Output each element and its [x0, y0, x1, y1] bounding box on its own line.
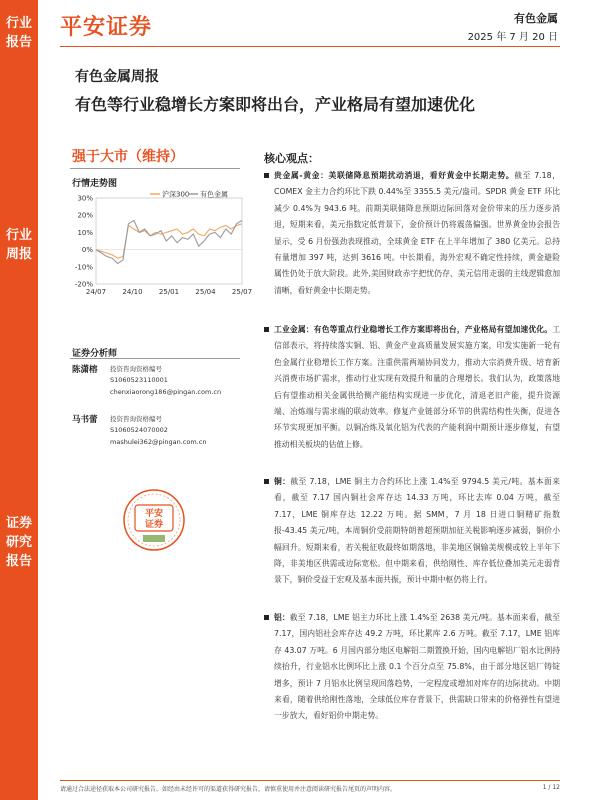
bullet-icon	[264, 615, 269, 620]
side-band	[0, 0, 38, 800]
x-tick-label: 25/04	[195, 288, 216, 296]
chart-plot-frame	[96, 198, 242, 284]
side-label-industry-report: 行业 报告	[5, 16, 32, 50]
y-tick-label: 0%	[81, 246, 93, 255]
legend-label: 有色金属	[200, 190, 228, 199]
y-tick-label: -20%	[74, 280, 93, 289]
key-point-lead: 贵金属-黄金：美联储降息预期扰动消退，看好黄金中长期走势。	[274, 171, 515, 180]
series-line-csi300	[96, 224, 242, 258]
key-points-title: 核心观点：	[264, 152, 319, 165]
analyst-license-number: S1060523110001	[110, 376, 168, 384]
brand-logo: 平安证券	[60, 15, 153, 40]
analyst-license-label: 投资咨询资格编号	[110, 415, 162, 423]
analyst-divider	[70, 358, 240, 359]
analyst-email[interactable]: chenxiaorong186@pingan.com.cn	[110, 388, 222, 396]
y-tick-label: 30%	[77, 194, 93, 203]
x-tick-label: 24/10	[122, 288, 143, 296]
analyst-card	[72, 413, 247, 453]
footer-divider	[60, 780, 560, 781]
report-main-title: 有色等行业稳增长方案即将出台，产业格局有望加速优化	[75, 95, 476, 114]
rating-divider	[70, 168, 240, 169]
header-date: 2025 年 7 月 20 日	[467, 32, 558, 43]
key-point-text: 截至 7.18，COMEX 金主力合约环比下跌 0.44%至 3355.5 美元/盎司。SPDR 黄金 ETF 环比减少 0.4%为 943.6 吨。前期美联储降息预期边际回落对金价带来的压力逐步消退，短期来看，美元指数定低背景下，金价预计仍将震荡偏强。世界黄金协会报告显示，受 6 月份强劲表现推动，全球黄金 ETF 在上半年增加了 380 亿美元。总持有量增加 397 吨，达到 3616 吨。中长期看，海外宏观不确定性持续，黄金避险属性仍处于放大阶段。此外,美国财政赤字把忧仍存、美元信用走弱的主线逻辑愈加清晰，看好黄金中长期走势。	[274, 171, 561, 295]
analyst-card	[72, 363, 247, 403]
x-tick-label: 24/07	[85, 288, 107, 296]
key-point-lead: 铜：	[274, 477, 291, 486]
side-label-securities-research: 证券 研究 报告	[5, 516, 32, 569]
svg-text:证券: 证券	[144, 520, 164, 530]
key-point-lead: 工业金属：有色等重点行业稳增长工作方案即将出台，产业格局有望加速优化。	[274, 325, 553, 334]
analyst-heading: 证券分析师	[72, 349, 118, 359]
footer-disclaimer: 请通过合法途径获取本公司研究报告，如经由未经许可的渠道获得研究报告，请慎重使用并注意阅读研究报告尾页的声明内容。	[60, 786, 397, 793]
key-point-text: 截至 7.18，LME 铜主力合约环比上涨 1.4%至 9794.5 美元/吨。基本面来看，截至 7.17 国内铜社会库存达 14.33 万吨，环比去库 0.04 万吨，截至 7.17，LME 铜库存达 12.22 万吨。据 SMM，7 月 18 日进口铜精矿指数报-43.45 美元/吨，本周铜价受前期特朗普超预期加征关税影响逐步减弱，铜价小幅回升。短期来看，若关税征收最终如期落地，非美地区铜输美规模或较上半年下降，非美地区供需或边际宽松。但中期来看，供给刚性、库存低位叠加美元走弱背景下，铜价受益于宏观及基本面共振，预计中期中枢仍将上行。	[274, 477, 560, 585]
page-number: 1 / 12	[542, 784, 560, 791]
x-tick-label: 25/07	[231, 288, 253, 296]
key-point-copper	[264, 474, 560, 589]
legend-label: 沪深300	[162, 190, 190, 199]
y-tick-label: 20%	[77, 211, 93, 220]
header-category: 有色金属	[514, 12, 558, 25]
key-point-industrial-metals	[264, 322, 560, 453]
svg-text:平安: 平安	[144, 509, 164, 519]
side-label-industry-weekly: 行业 周报	[5, 228, 32, 262]
key-point-text: 工信部表示，将持续落实铜、铝、黄金产业高质量发展实施方案，印发实施新一轮有色金属行业稳增长工作方案。注重供需两端协同发力，推动大宗消费升级、培育新兴消费市场扩需求，推动行业实现有效提升和量的合理增长。我们认为，政策落地后有望推动相关金属供给侧产能结构实现进一步优化，清退老旧产能，提升资源端、冶炼端与需求端的联动效率。修复产业链部分环节的供需结构性失衡，促进各环节实现更加平衡。以铜冶炼及氧化铝为代表的产能利润中期预计逐步修复，有望推动相关板块的估值上修。	[274, 325, 560, 449]
analyst-name: 马书蕾	[72, 415, 98, 425]
company-seal-icon	[121, 487, 187, 553]
analyst-email[interactable]: mashulei362@pingan.com.cn	[110, 438, 207, 446]
analyst-license-label: 投资咨询资格编号	[110, 365, 162, 373]
analyst-license-number: S1060524070002	[110, 426, 168, 434]
bullet-icon	[264, 173, 269, 178]
rating-label: 强于大市（维持）	[72, 149, 184, 165]
header-divider	[60, 46, 560, 47]
bullet-icon	[264, 479, 269, 484]
key-point-text: 截至 7.18，LME 铝主力环比上涨 1.4%至 2638 美元/吨。基本面来看，截至 7.17，国内铝社会库存达 49.2 万吨，环比累库 2.6 万吨。截至 7.17，LME 铝库存 43.07 万吨。6 月国内部分地区电解铝二期置换开始，国内电解铝厂铝水比例持续抬升，行业铝水比例环比上涨 0.1 个百分点至 75.8%，由于部分地区铝厂铸锭增多，预计 7 月铝水比例呈现回落趋势，一定程度或增加对库存的边际扰动。中期来看，随着供给刚性落地，全球低位库存背景下，供需缺口带来的价格弹性有望进一步放大，看好铝价中期走势。	[274, 613, 561, 721]
report-series-title: 有色金属周报	[75, 69, 159, 85]
bullet-icon	[264, 327, 269, 332]
y-tick-label: -10%	[74, 263, 93, 272]
key-point-lead: 铝：	[274, 613, 290, 622]
analyst-name: 陈潇榕	[72, 365, 98, 375]
y-tick-label: 10%	[77, 228, 93, 237]
key-point-gold	[264, 168, 560, 299]
chart-heading: 行情走势图	[72, 179, 118, 189]
key-point-aluminum	[264, 610, 560, 725]
market-trend-chart	[66, 188, 253, 304]
x-tick-label: 25/01	[158, 288, 180, 296]
